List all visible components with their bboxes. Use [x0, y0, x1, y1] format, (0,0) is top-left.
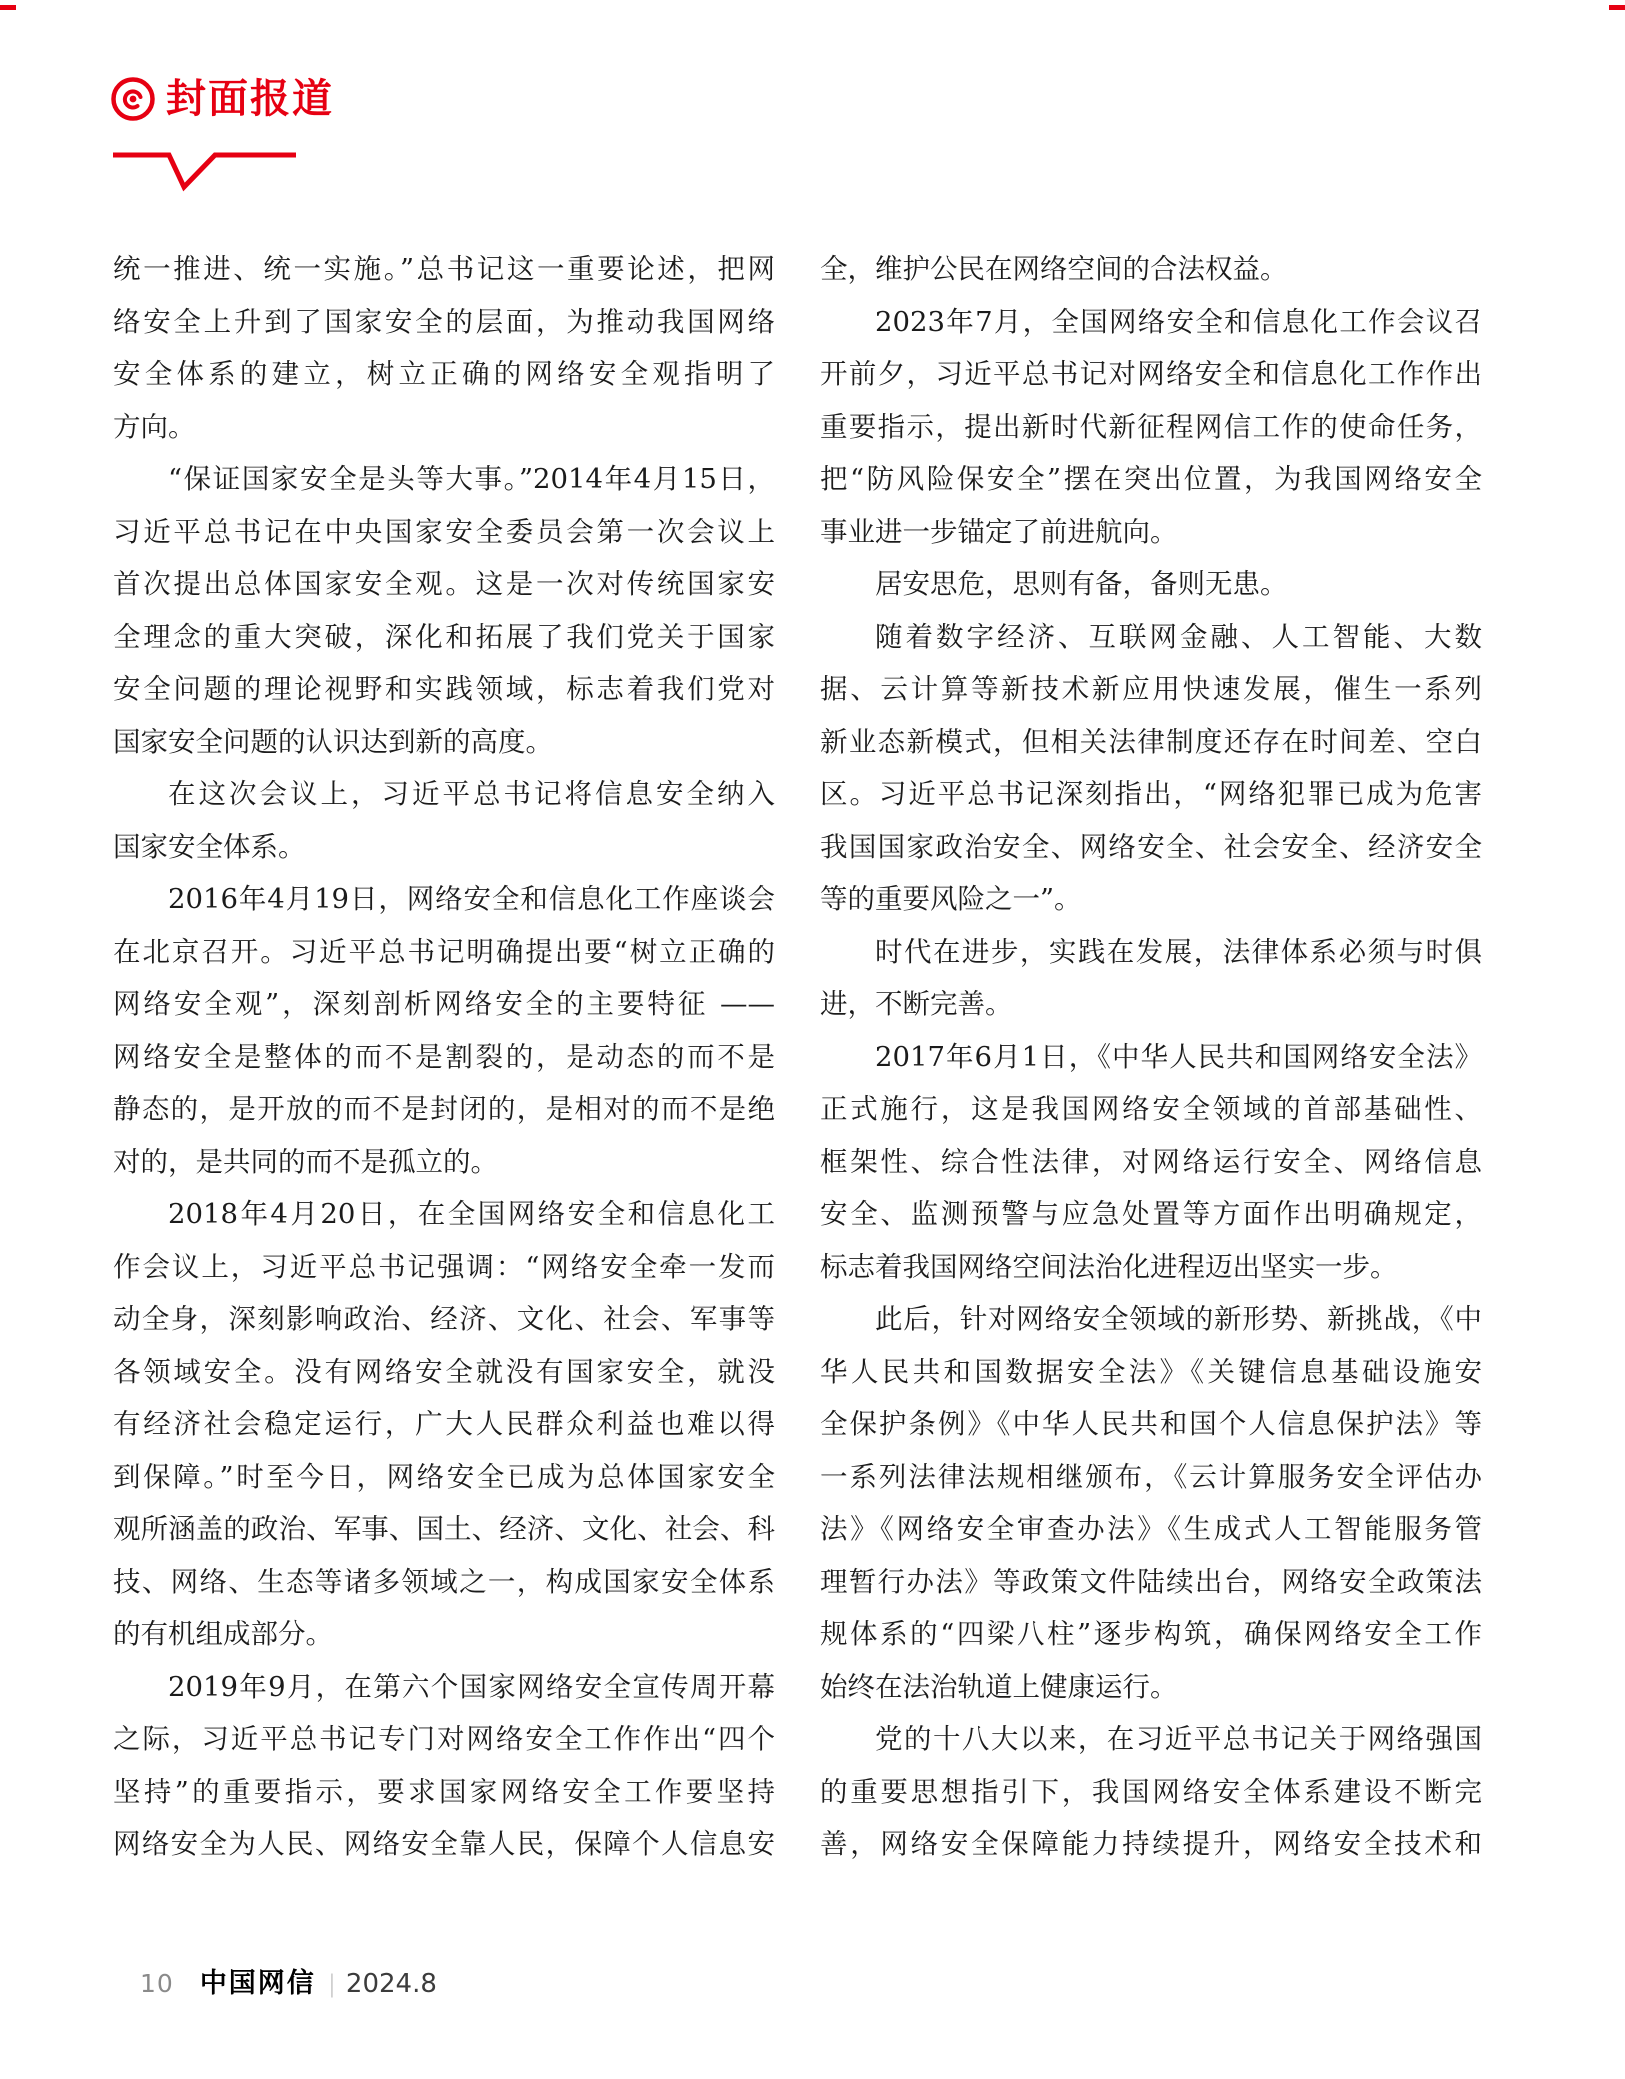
text-line: 各领域安全。没有网络安全就没有国家安全，就没 [113, 1355, 775, 1388]
text-line: 习近平总书记在中央国家安全委员会第一次会议上 [113, 515, 775, 548]
text-line: 开前夕，习近平总书记对网络安全和信息化工作作出 [820, 358, 1482, 390]
text-line: 居安思危，思则有备，备则无患。 [875, 568, 1288, 600]
text-line: 我国国家政治安全、网络安全、社会安全、经济安全 [820, 830, 1482, 863]
text-line: 法》《网络安全审查办法》《生成式人工智能服务管 [820, 1513, 1482, 1545]
issue-number: 2024.8 [345, 1969, 437, 1999]
text-line: 此后，针对网络安全领域的新形势、新挑战，《中 [875, 1303, 1482, 1335]
section-brand [110, 76, 370, 122]
text-line: 框架性、综合性法律，对网络运行安全、网络信息 [820, 1145, 1482, 1178]
text-line: 善，网络安全保障能力持续提升，网络安全技术和 [820, 1828, 1482, 1860]
text-line: 事业进一步锚定了前进航向。 [820, 515, 1178, 548]
text-line: 华人民共和国数据安全法》《关键信息基础设施安 [820, 1355, 1482, 1388]
speech-bubble-underline [110, 142, 310, 194]
text-line: 观所涵盖的政治、军事、国土、经济、文化、社会、科 [113, 1513, 775, 1545]
text-line: 理暂行办法》等政策文件陆续出台，网络安全政策法 [820, 1565, 1482, 1598]
text-line: 静态的，是开放的而不是封闭的，是相对的而不是绝 [113, 1093, 775, 1125]
text-line: 等的重要风险之一”。 [820, 883, 1082, 915]
page-number: 10 [140, 1969, 174, 1998]
text-line: 始终在法治轨道上健康运行。 [820, 1670, 1178, 1703]
right-column [820, 243, 1482, 1871]
left-column [113, 243, 775, 1871]
text-line: 全，维护公民在网络空间的合法权益。 [820, 253, 1288, 285]
text-line: 在这次会议上，习近平总书记将信息安全纳入 [168, 778, 775, 810]
text-line: 2017年6月1日，《中华人民共和国网络安全法》 [875, 1040, 1482, 1073]
text-line: 党的十八大以来，在习近平总书记关于网络强国 [875, 1723, 1482, 1755]
text-line: 新业态新模式，但相关法律制度还存在时间差、空白 [820, 725, 1482, 758]
text-line: 网络安全为人民、网络安全靠人民，保障个人信息安 [113, 1828, 775, 1860]
text-line: 网络安全观”，深刻剖析网络安全的主要特征 —— [113, 988, 775, 1020]
text-line: 标志着我国网络空间法治化进程迈出坚实一步。 [820, 1250, 1398, 1283]
text-line: 安全问题的理论视野和实践领域，标志着我们党对 [113, 673, 775, 705]
section-header [110, 76, 370, 122]
text-line: 随着数字经济、互联网金融、人工智能、大数 [875, 620, 1482, 653]
text-line: 国家安全体系。 [113, 830, 306, 863]
text-line: 进，不断完善。 [820, 988, 1013, 1020]
text-line: 2016年4月19日，网络安全和信息化工作座谈会 [168, 883, 775, 915]
crop-mark-left [0, 5, 16, 10]
text-line: 安全、监测预警与应急处置等方面作出明确规定， [820, 1198, 1482, 1230]
text-line: 规体系的“四梁八柱”逐步构筑，确保网络安全工作 [820, 1618, 1482, 1650]
section-title: 封面报道 [166, 76, 334, 122]
text-line: 正式施行，这是我国网络安全领域的首部基础性、 [820, 1093, 1482, 1125]
text-line: 网络安全是整体的而不是割裂的，是动态的而不是 [113, 1040, 775, 1073]
text-line: 据、云计算等新技术新应用快速发展，催生一系列 [820, 673, 1482, 705]
text-line: 到保障。”时至今日，网络安全已成为总体国家安全 [113, 1460, 775, 1493]
text-line: 2023年7月，全国网络安全和信息化工作会议召 [875, 305, 1482, 338]
text-line: 重要指示，提出新时代新征程网信工作的使命任务， [820, 410, 1482, 443]
text-line: 的有机组成部分。 [113, 1618, 333, 1650]
text-line: 2018年4月20日，在全国网络安全和信息化工 [168, 1198, 775, 1230]
text-line: 作会议上，习近平总书记强调：“网络安全牵一发而 [113, 1250, 775, 1283]
page-footer [140, 1961, 437, 2000]
text-line: 首次提出总体国家安全观。这是一次对传统国家安 [113, 568, 775, 600]
text-line: 安全体系的建立，树立正确的网络安全观指明了 [113, 358, 775, 390]
text-line: 坚持”的重要指示，要求国家网络安全工作要坚持 [113, 1775, 775, 1808]
text-line: “保证国家安全是头等大事。”2014年4月15日， [168, 463, 775, 495]
crop-mark-right [1609, 5, 1625, 10]
text-line: 统一推进、统一实施。”总书记这一重要论述，把网 [113, 253, 775, 285]
text-line: 时代在进步，实践在发展，法律体系必须与时俱 [875, 935, 1482, 968]
footer-divider: | [327, 1970, 336, 1998]
spiral-badge-icon [110, 76, 156, 122]
text-line: 把“防风险保安全”摆在突出位置，为我国网络安全 [820, 463, 1482, 495]
text-line: 区。习近平总书记深刻指出，“网络犯罪已成为危害 [820, 778, 1482, 810]
text-line: 全理念的重大突破，深化和拓展了我们党关于国家 [113, 620, 775, 653]
text-line: 国家安全问题的认识达到新的高度。 [113, 725, 553, 758]
text-line: 动全身，深刻影响政治、经济、文化、社会、军事等 [113, 1303, 775, 1335]
text-line: 对的，是共同的而不是孤立的。 [113, 1145, 498, 1178]
text-line: 的重要思想指引下，我国网络安全体系建设不断完 [820, 1775, 1482, 1808]
magazine-logotype: 中国网信 [199, 1968, 316, 1999]
text-line: 络安全上升到了国家安全的层面，为推动我国网络 [113, 305, 775, 338]
text-line: 方向。 [113, 410, 196, 443]
text-line: 全保护条例》《中华人民共和国个人信息保护法》等 [820, 1408, 1482, 1440]
text-line: 之际，习近平总书记专门对网络安全工作作出“四个 [113, 1723, 775, 1755]
text-line: 在北京召开。习近平总书记明确提出要“树立正确的 [113, 935, 775, 968]
text-line: 有经济社会稳定运行，广大人民群众利益也难以得 [113, 1408, 775, 1440]
text-line: 2019年9月，在第六个国家网络安全宣传周开幕 [168, 1670, 775, 1703]
text-line: 一系列法律法规相继颁布，《云计算服务安全评估办 [820, 1460, 1482, 1493]
text-line: 技、网络、生态等诸多领域之一，构成国家安全体系 [113, 1565, 775, 1598]
